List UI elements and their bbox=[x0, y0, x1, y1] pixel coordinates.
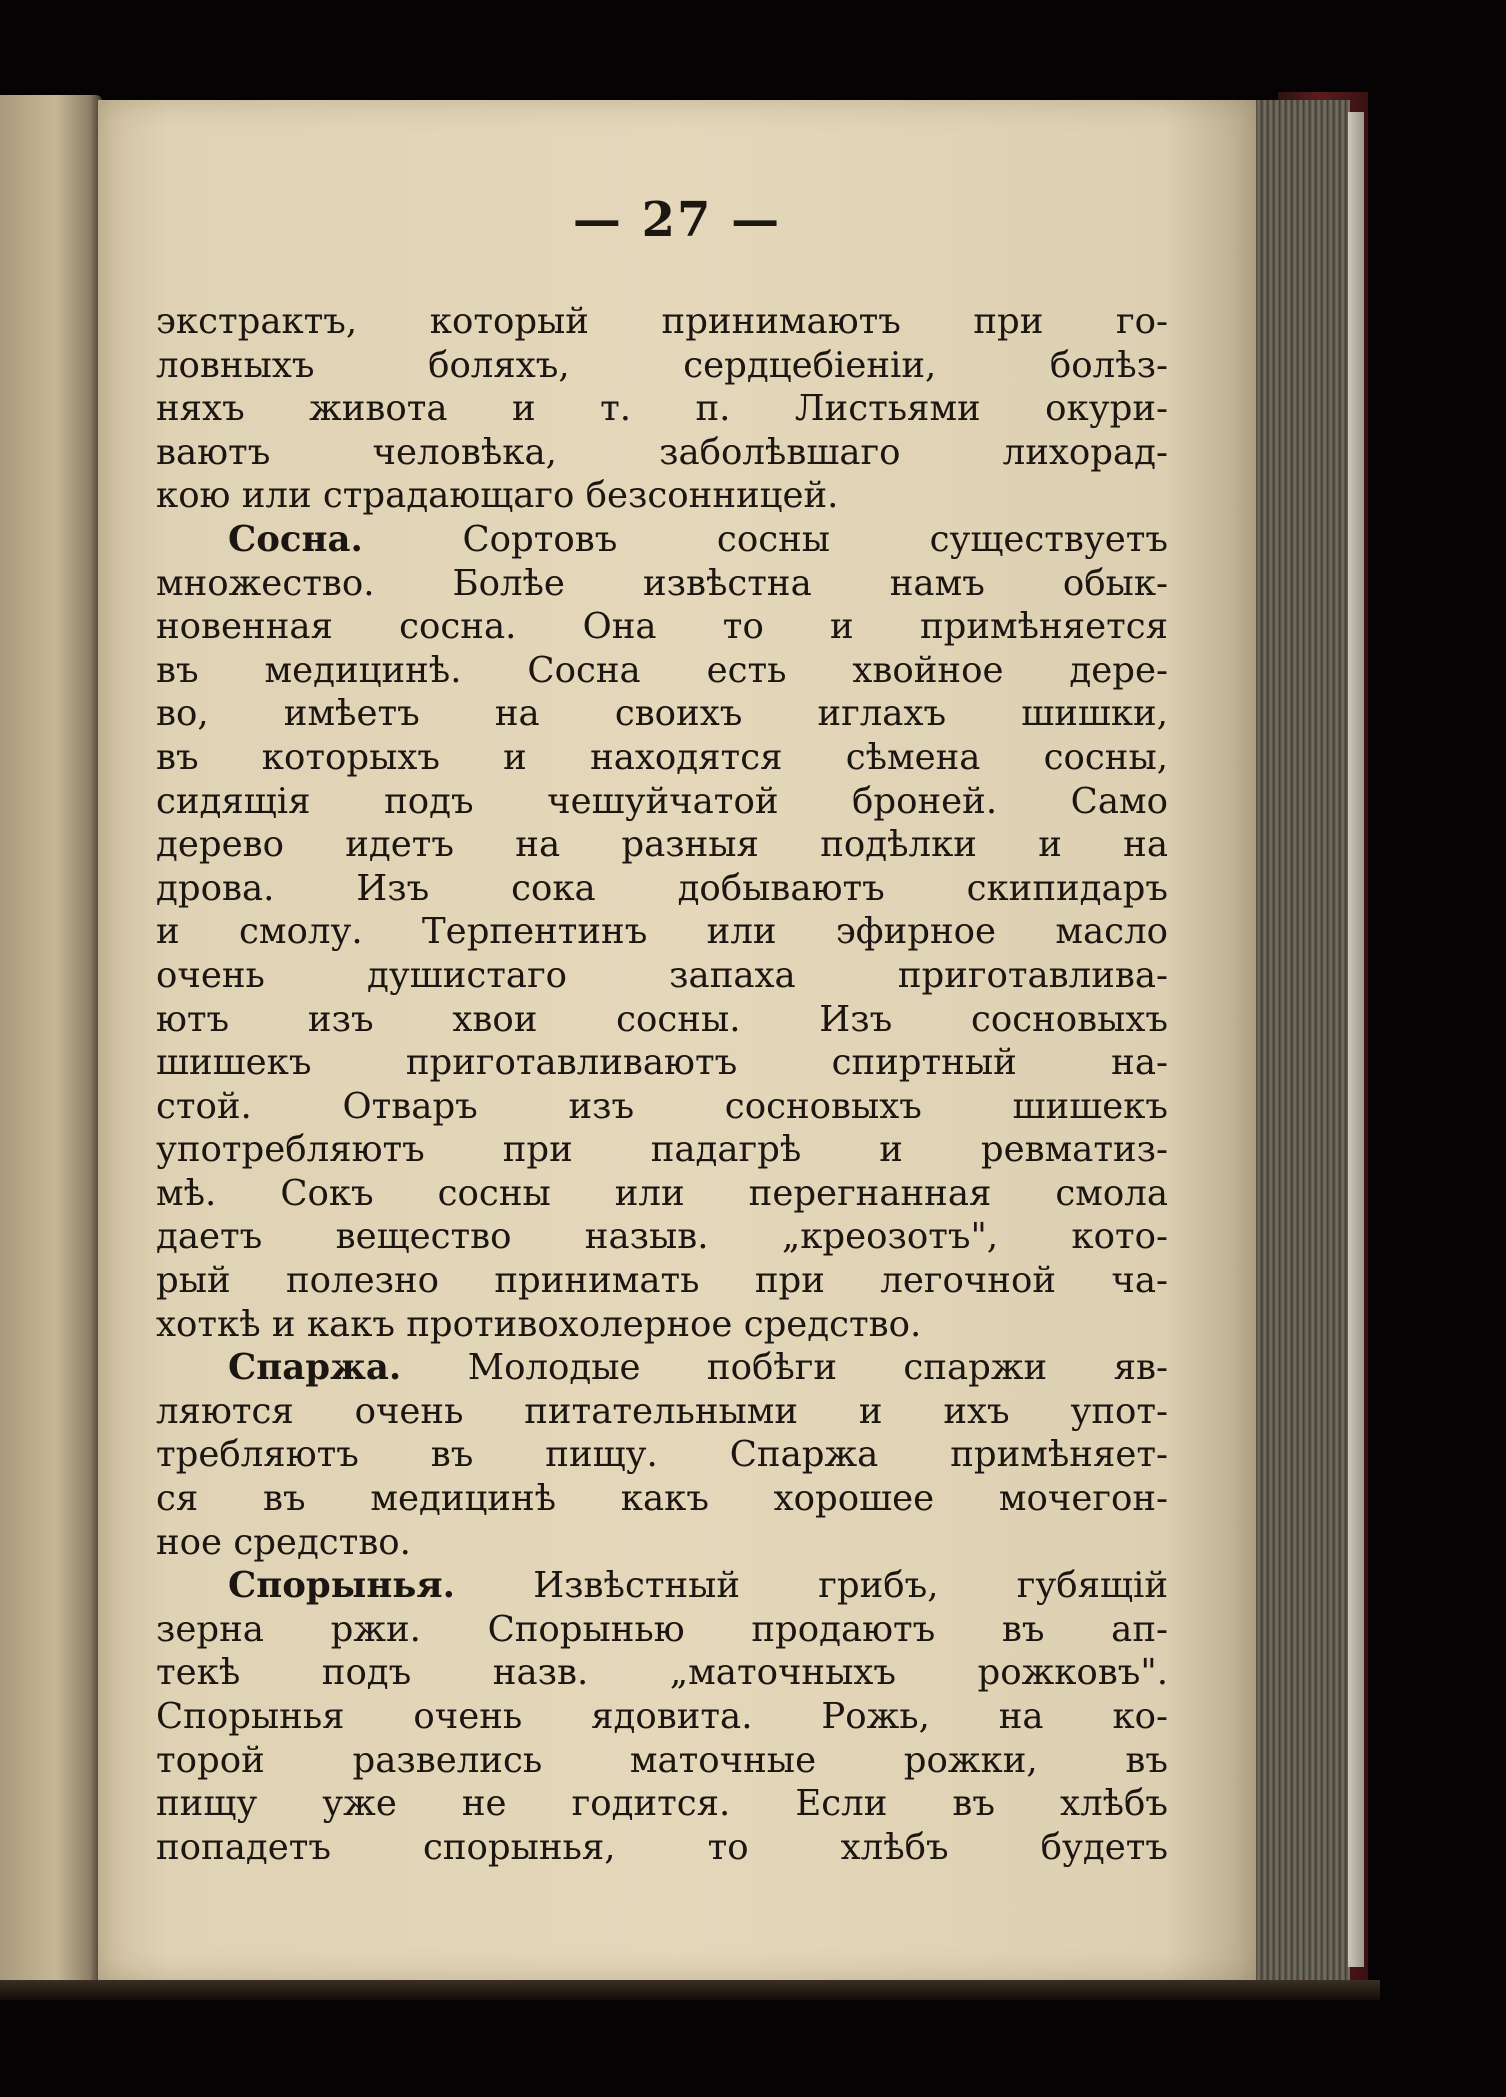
text-line bbox=[156, 344, 1168, 388]
text-line bbox=[156, 1128, 1168, 1172]
line-text: зерна ржи. Спорынью продаютъ въ ап- bbox=[156, 1608, 1168, 1650]
line-text: шишекъ приготавливаютъ спиртный на- bbox=[156, 1042, 1168, 1084]
text-line bbox=[156, 1172, 1168, 1216]
entry-term: Спорынья. bbox=[228, 1565, 455, 1607]
text-line bbox=[156, 1695, 1168, 1739]
line-text: Молодые побѣги спаржи яв- bbox=[401, 1347, 1168, 1389]
text-line bbox=[156, 780, 1168, 824]
text-line bbox=[156, 387, 1168, 431]
text-line bbox=[156, 1303, 1168, 1347]
line-text: во, имѣетъ на своихъ иглахъ шишки, bbox=[156, 693, 1168, 735]
line-text: множество. Болѣе извѣстна намъ обык- bbox=[156, 562, 1168, 604]
line-text: попадетъ спорынья, то хлѣбъ будетъ bbox=[156, 1826, 1168, 1868]
line-text: употребляютъ при падагрѣ и ревматиз- bbox=[156, 1129, 1168, 1171]
line-text: ваютъ человѣка, заболѣвшаго лихорад- bbox=[156, 431, 1168, 473]
text-line bbox=[156, 605, 1168, 649]
text-line bbox=[156, 1085, 1168, 1129]
line-text: требляютъ въ пищу. Спаржа примѣняет- bbox=[156, 1434, 1168, 1476]
line-text: дрова. Изъ сока добываютъ скипидаръ bbox=[156, 867, 1168, 909]
line-text: экстрактъ, который принимаютъ при го- bbox=[156, 301, 1168, 342]
text-line bbox=[156, 1521, 1168, 1565]
line-text: и смолу. Терпентинъ или эфирное масло bbox=[156, 911, 1168, 953]
text-line bbox=[156, 562, 1168, 606]
text-line bbox=[156, 910, 1168, 954]
text-line bbox=[156, 1390, 1168, 1434]
page-stack-edge bbox=[1250, 100, 1350, 1980]
text-line bbox=[156, 1346, 1168, 1390]
line-text: Сортовъ сосны существуетъ bbox=[362, 518, 1168, 560]
entry-term: Спаржа. bbox=[228, 1347, 402, 1389]
line-text: текѣ подъ назв. „маточныхъ рожковъ". bbox=[156, 1652, 1168, 1694]
page-text bbox=[156, 300, 1168, 1869]
line-text: пищу уже не годится. Если въ хлѣбъ bbox=[156, 1783, 1168, 1825]
text-line bbox=[156, 998, 1168, 1042]
text-line bbox=[156, 518, 1168, 562]
text-line bbox=[156, 300, 1168, 344]
line-text: въ которыхъ и находятся сѣмена сосны, bbox=[156, 736, 1168, 778]
line-text: няхъ живота и т. п. Листьями окури- bbox=[156, 388, 1168, 430]
line-text: новенная сосна. Она то и примѣняется bbox=[156, 606, 1168, 648]
line-text: кою или страдающаго безсонницей. bbox=[156, 475, 839, 517]
text-line bbox=[156, 736, 1168, 780]
text-line bbox=[156, 1651, 1168, 1695]
line-text: мѣ. Сокъ сосны или перегнанная смола bbox=[156, 1172, 1168, 1214]
line-text: ютъ изъ хвои сосны. Изъ сосновыхъ bbox=[156, 998, 1168, 1040]
book-page bbox=[98, 100, 1256, 1980]
text-line bbox=[156, 431, 1168, 475]
page-number: — 27 — bbox=[572, 192, 782, 248]
text-line bbox=[156, 1259, 1168, 1303]
line-text: ся въ медицинѣ какъ хорошее мочегон- bbox=[156, 1478, 1168, 1520]
text-line bbox=[156, 1041, 1168, 1085]
line-text: въ медицинѣ. Сосна есть хвойное дере- bbox=[156, 649, 1168, 691]
line-text: дерево идетъ на разныя подѣлки и на bbox=[156, 824, 1168, 866]
bottom-shadow bbox=[0, 1980, 1380, 2000]
line-text: Спорынья очень ядовита. Рожь, на ко- bbox=[156, 1696, 1168, 1737]
text-line bbox=[156, 1739, 1168, 1783]
line-text: сидящія подъ чешуйчатой броней. Само bbox=[156, 780, 1168, 822]
text-line bbox=[156, 474, 1168, 518]
line-text: торой развелись маточные рожки, въ bbox=[156, 1739, 1168, 1781]
line-text: стой. Отваръ изъ сосновыхъ шишекъ bbox=[156, 1085, 1168, 1127]
text-line bbox=[156, 1477, 1168, 1521]
line-text: ляются очень питательными и ихъ упот- bbox=[156, 1390, 1168, 1432]
line-text: ное средство. bbox=[156, 1521, 411, 1563]
text-line bbox=[156, 1826, 1168, 1870]
text-line bbox=[156, 649, 1168, 693]
line-text: очень душистаго запаха приготавлива- bbox=[156, 954, 1168, 996]
text-line bbox=[156, 1433, 1168, 1477]
left-page-edge bbox=[0, 95, 102, 1980]
text-line bbox=[156, 1782, 1168, 1826]
line-text: ловныхъ боляхъ, сердцебіеніи, болѣз- bbox=[156, 344, 1168, 386]
line-text: рый полезно принимать при легочной ча- bbox=[156, 1260, 1168, 1302]
text-line bbox=[156, 692, 1168, 736]
line-text: хоткѣ и какъ противохолерное средство. bbox=[156, 1303, 922, 1345]
line-text: Извѣстный грибъ, губящій bbox=[455, 1565, 1168, 1607]
text-line bbox=[156, 867, 1168, 911]
text-line bbox=[156, 1564, 1168, 1608]
text-line bbox=[156, 1608, 1168, 1652]
text-line bbox=[156, 823, 1168, 867]
entry-term: Сосна. bbox=[228, 518, 363, 560]
line-text: даетъ вещество назыв. „креозотъ", кото- bbox=[156, 1216, 1168, 1258]
text-line bbox=[156, 1215, 1168, 1259]
text-line bbox=[156, 954, 1168, 998]
